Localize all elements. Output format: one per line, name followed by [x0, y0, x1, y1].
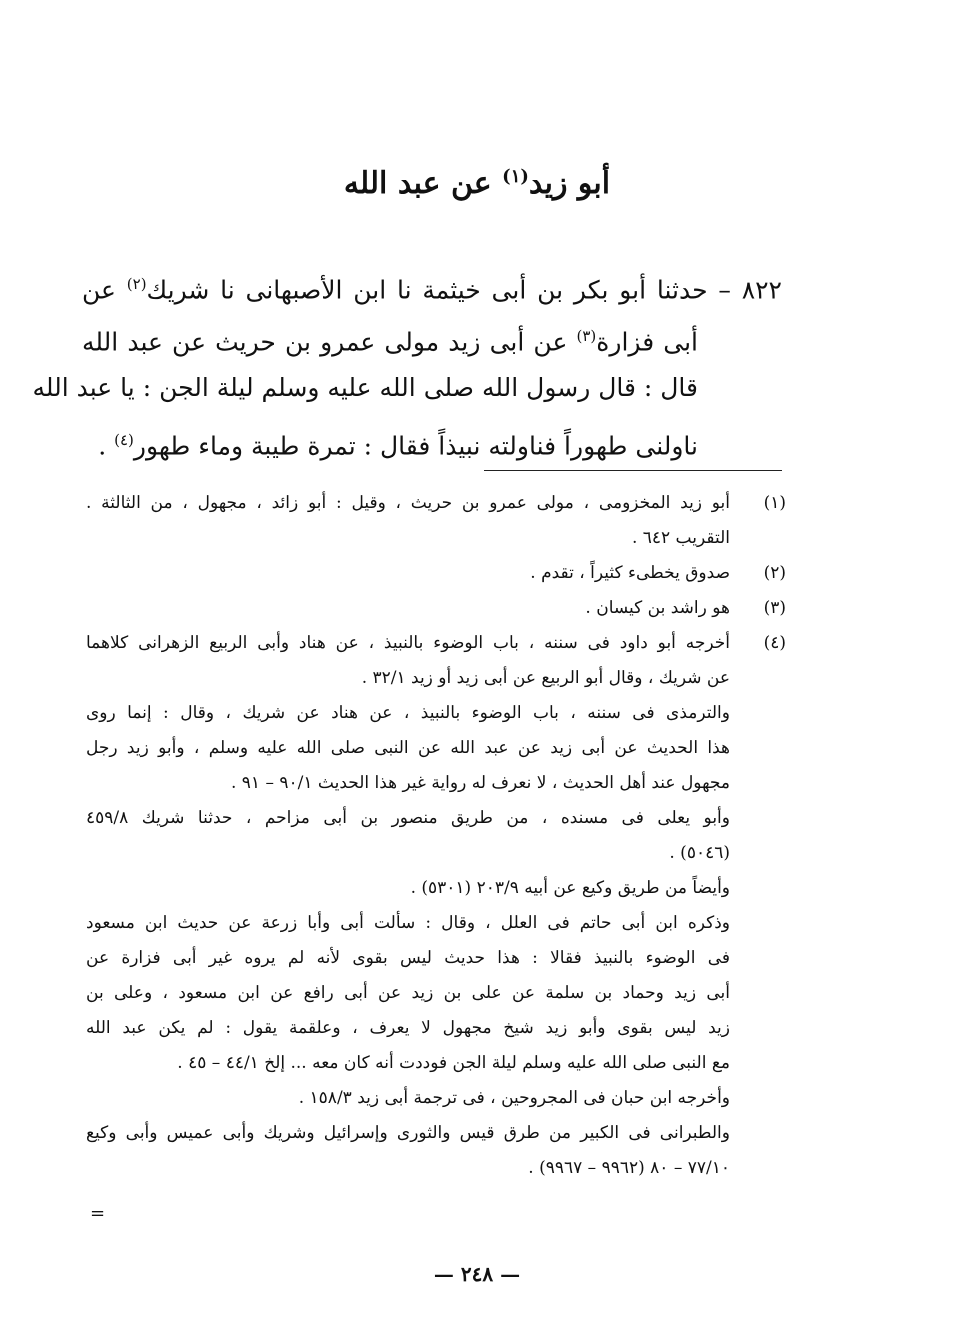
footnote: [86, 591, 786, 626]
footnote-line: وأخرجه ابن حبان فى المجروحين ، فى ترجمة أبى زيد ١٥٨/٣ .: [298, 1088, 730, 1108]
footnote-line: عن شريك ، وقال أبو الربيع عن أبى زيد أو زيد ٣٢/١ .: [361, 668, 730, 688]
footnote-line: والطبرانى فى الكبير من طرق قيس والثورى وإسرائيل وشريك وأبى عميس وأبى وكيع: [86, 1123, 730, 1143]
footnote-line: وأبو يعلى فى مسنده ، من طريق منصور بن أبى مزاحم ، حدثنا شريك ٤٥٩/٨: [86, 808, 730, 828]
footnote-number: (٤): [763, 633, 786, 653]
footnote-paragraph: [86, 696, 730, 801]
page-number: — ٢٤٨ —: [433, 1262, 521, 1286]
footnote-ref: (١): [502, 166, 529, 187]
footnote-paragraph: [86, 591, 730, 626]
footnote-line: مجهول عند أهل الحديث ، لا نعرف له رواية غير هذا الحديث ٩٠/١ – ٩١ .: [230, 773, 730, 793]
footnote: [86, 486, 786, 556]
footnote-line: هذا الحديث عن أبى زيد عن عبد الله عن النبى صلى الله عليه وسلم ، وأبو زيد رجل: [86, 738, 730, 758]
footnote-ref: (٣): [576, 327, 597, 345]
footnote-number: (٢): [763, 563, 786, 583]
footnote-paragraph: [86, 486, 730, 556]
hadith-text: [32, 258, 782, 466]
footnote-paragraph: [86, 871, 730, 906]
footnote-paragraph: [86, 556, 730, 591]
hadith-line: أبى فزارة$^{(٣)}$ عن أبى زيد مولى عمرو بن حريث عن عبد الله: [82, 327, 698, 357]
footnote-line: والترمذى فى سننه ، باب الوضوء بالنبيذ ، عن هناد عن شريك ، وقال : إنما روى: [86, 703, 730, 723]
footnote-line: فى الوضوء بالنبيذ فقالا : هذا حديث ليس بقوى لأنه لم يروه غير أبى فزارة عن: [86, 948, 730, 968]
footnote-number: (١): [763, 493, 786, 513]
footnote-line: أبو زيد المخزومى ، مولى عمرو بن حريث ، وقيل : أبو زائد ، مجهول ، من الثالثة .: [86, 493, 730, 513]
hadith-line: ٨٢٢ – حدثنا أبو بكر بن أبى خيثمة نا ابن الأصبهانى نا شريك$^{(٢)}$ عن: [82, 275, 782, 305]
hadith-line: قال : قال رسول الله صلى الله عليه وسلم ليلة الجن : يا عبد الله: [32, 373, 698, 402]
footnote-paragraph: [86, 906, 730, 1081]
footnote-line: التقريب ٦٤٢ .: [631, 528, 730, 548]
footnote-ref: (٢): [126, 275, 147, 293]
footnote-divider: [484, 470, 782, 471]
footnote: [86, 556, 786, 591]
footnote-ref: (٤): [114, 431, 134, 449]
footnote-paragraph: [86, 1081, 730, 1116]
section-title: أبو زيد$^{(١)}$ عن عبد الله: [343, 166, 611, 201]
footnote-line: أبى زيد وحماد بن سلمة عن على بن زيد عن أبى رافع عن ابن مسعود ، وعلى بن: [86, 983, 730, 1003]
footnote-paragraph: [86, 801, 730, 871]
footnote: [86, 626, 786, 1186]
footnote-line: وذكره ابن أبى حاتم فى العلل ، وقال : سألت أبى وأبا زرعة عن حديث ابن مسعود: [86, 913, 730, 933]
footnote-line: وأيضاً من طريق وكيع عن أبيه ٢٠٣/٩ (٥٣٠١) .: [410, 878, 730, 898]
footnotes: [86, 486, 786, 1186]
footnote-line: أخرجه أبو داود فى سننه ، باب الوضوء بالنبيذ ، عن هناد وأبى الربيع الزهرانى كلاهما: [86, 633, 730, 653]
footnote-line: (٥٠٤٦) .: [669, 843, 730, 863]
footnote-line: هو راشد بن كيسان .: [585, 598, 730, 618]
footnote-line: مع النبى صلى الله عليه وسلم ليلة الجن فوددت أنه كان معه ... إلخ ٤٤/١ – ٤٥ .: [177, 1053, 730, 1073]
continuation-mark: =: [90, 1203, 106, 1224]
hadith-line: ناولنى طهوراً فناولته نبيذاً فقال : تمرة طيبة وماء طهور$^{(٤)}$ .: [98, 431, 698, 461]
footnote-paragraph: [86, 626, 730, 696]
footnote-line: زيد ليس بقوى وأبو زيد شيخ مجهول لا يعرف ، وعلقمة يقول : لم يكن عبد الله: [86, 1018, 730, 1038]
footnote-number: (٣): [763, 598, 786, 618]
footnote-line: ٧٧/١٠ – ٨٠ (٩٩٦٢ – ٩٩٦٧) .: [528, 1158, 730, 1178]
footnote-line: صدوق يخطىء كثيراً ، تقدم .: [530, 563, 730, 583]
footnote-paragraph: [86, 1116, 730, 1186]
